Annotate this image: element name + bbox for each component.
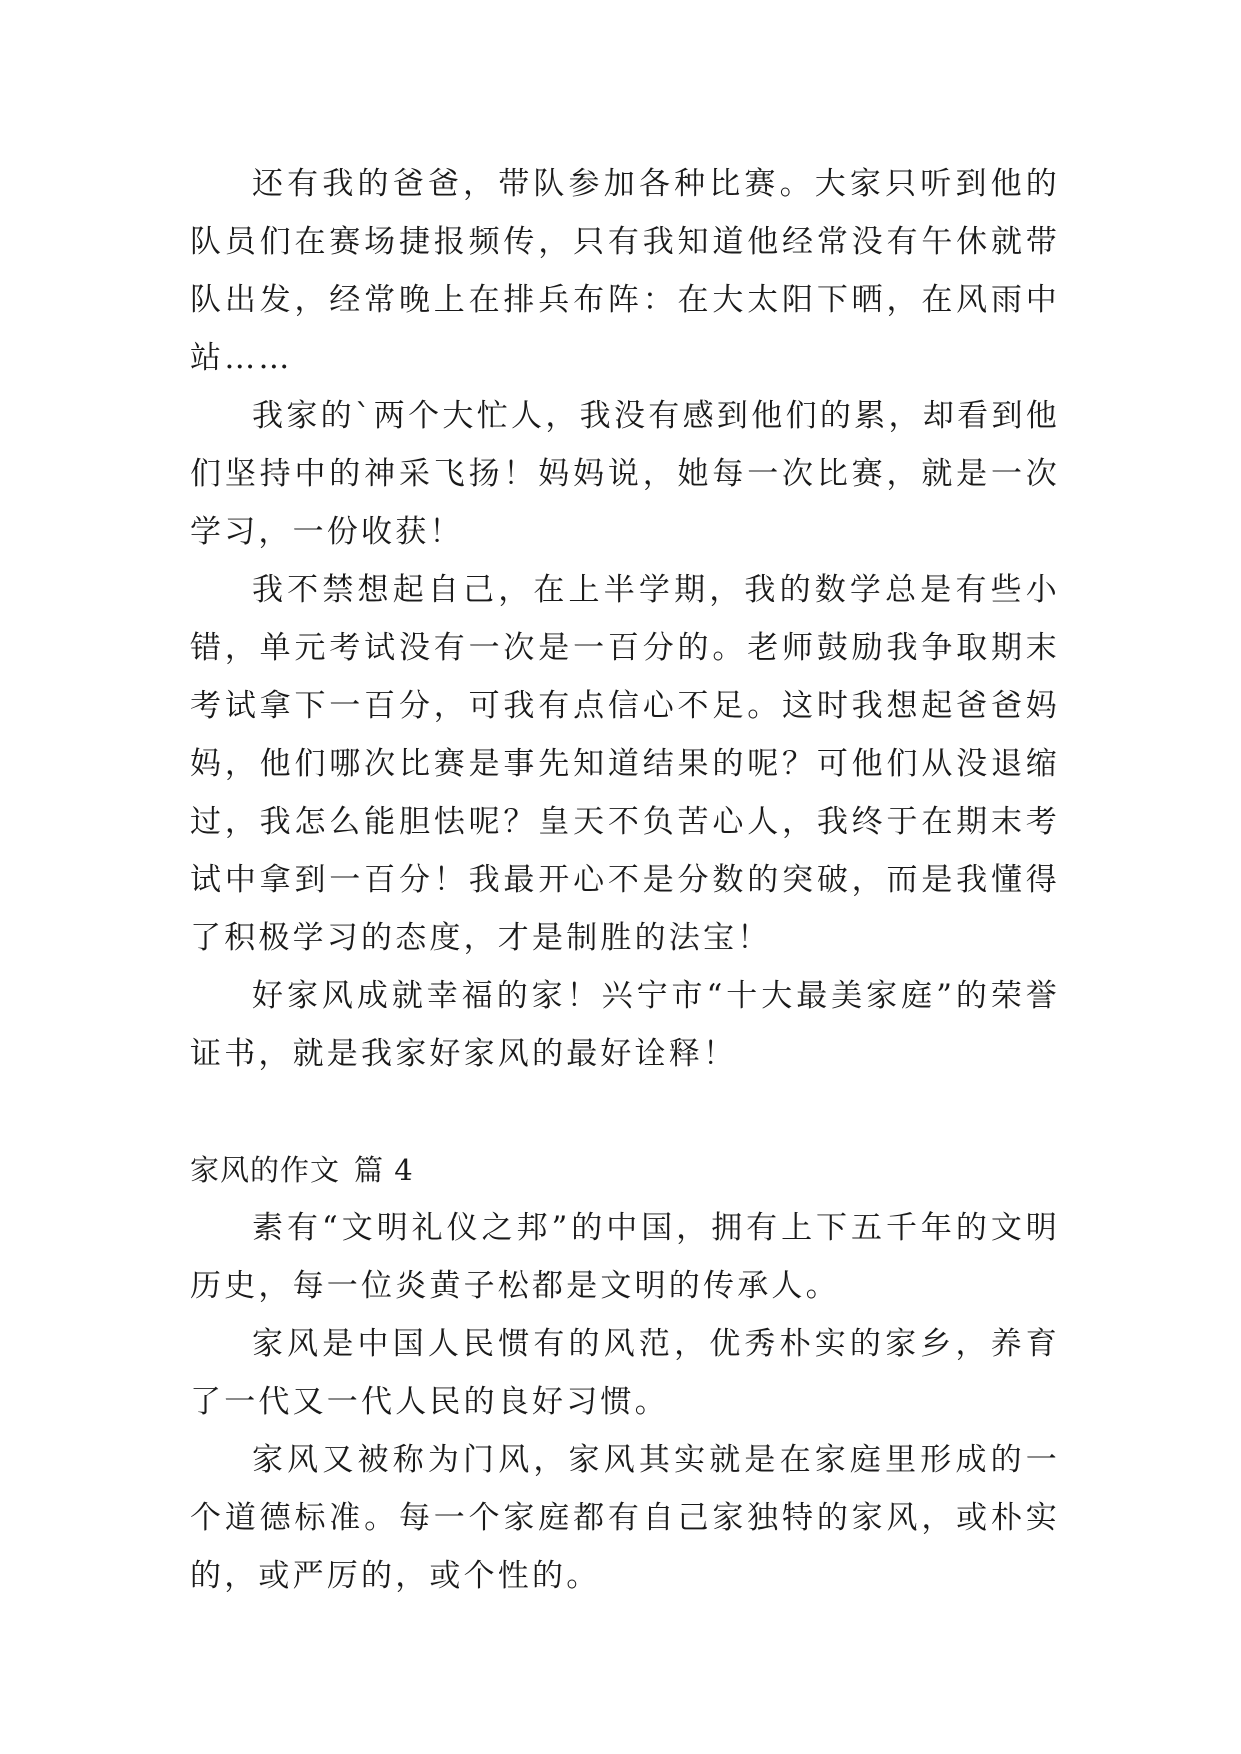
section-title-text: 家风的作文 — [190, 1153, 341, 1187]
paragraph: 我不禁想起自己，在上半学期，我的数学总是有些小错，单元考试没有一次是一百分的。老师鼓励我争取期末考试拿下一百分，可我有点信心不足。这时我想起爸爸妈妈，他们哪次比赛是事先知道结果的呢？可他们从没退缩过，我怎么能胆怯呢？皇天不负苦心人，我终于在期末考试中拿到一百分！我最开心不是分数的突破，而是我懂得了积极学习的态度，才是制胜的法宝！ — [190, 572, 1060, 956]
paragraph: 素有“文明礼仪之邦”的中国，拥有上下五千年的文明历史，每一位炎黄子松都是文明的传承人。 — [190, 1210, 1060, 1304]
section-number: 篇 4 — [354, 1153, 414, 1187]
paragraph: 我家的`两个大忙人，我没有感到他们的累，却看到他们坚持中的神采飞扬！妈妈说，她每一次比赛，就是一次学习，一份收获！ — [190, 398, 1060, 550]
document-body — [190, 155, 1060, 1605]
paragraph: 家风又被称为门风，家风其实就是在家庭里形成的一个道德标准。每一个家庭都有自己家独特的家风，或朴实的，或严厉的，或个性的。 — [190, 1442, 1060, 1594]
section-heading — [190, 1141, 1060, 1199]
paragraph: 还有我的爸爸，带队参加各种比赛。大家只听到他的队员们在赛场捷报频传，只有我知道他经常没有午休就带队出发，经常晚上在排兵布阵：在大太阳下晒，在风雨中站…… — [190, 166, 1060, 376]
paragraph: 家风是中国人民惯有的风范，优秀朴实的家乡，养育了一代又一代人民的良好习惯。 — [190, 1326, 1060, 1420]
paragraph: 好家风成就幸福的家！兴宁市“十大最美家庭”的荣誉证书，就是我家好家风的最好诠释！ — [190, 978, 1060, 1072]
